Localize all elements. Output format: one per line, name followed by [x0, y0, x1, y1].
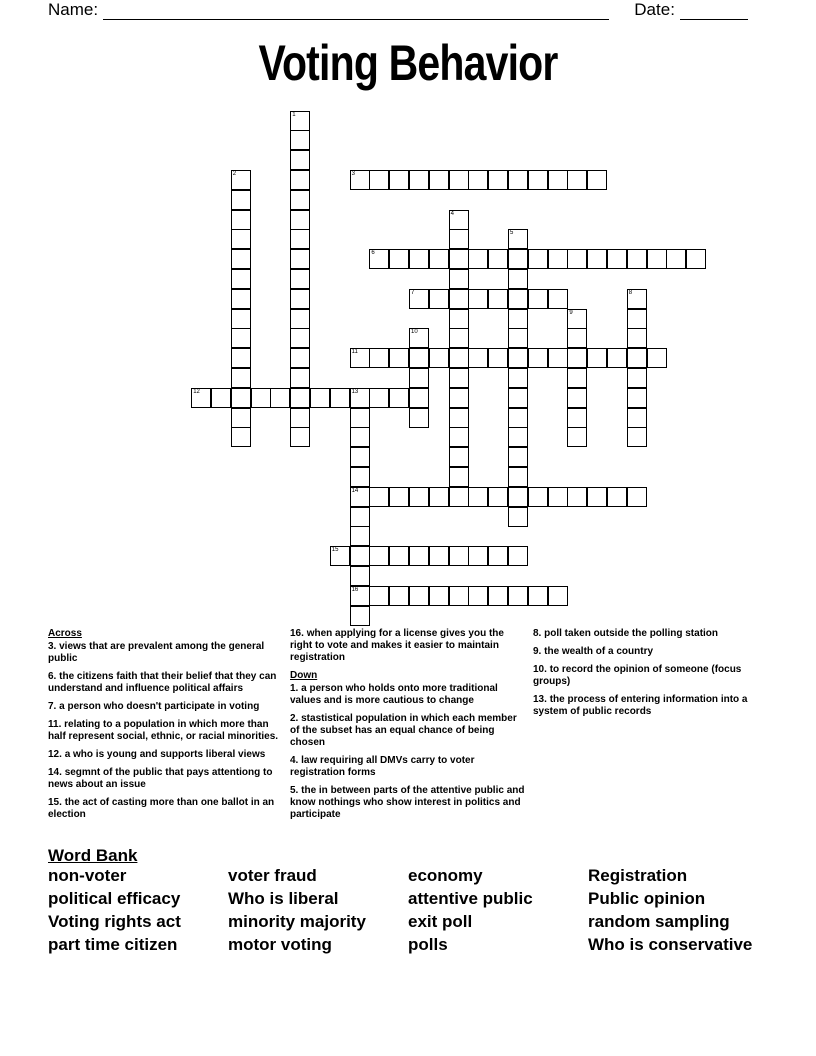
grid-cell[interactable] [290, 269, 310, 289]
word-bank-item: Registration [588, 866, 688, 885]
clue-text: to record the opinion of someone (focus groups) [533, 664, 742, 687]
grid-cell[interactable] [508, 467, 528, 487]
clue-number: 13 [351, 388, 359, 395]
clue-number: 12 [193, 388, 200, 395]
clue-number: 5. [290, 785, 302, 796]
clue-number: 4 [450, 210, 454, 217]
grid-cell[interactable] [488, 170, 508, 190]
clue-number: 11. [48, 719, 65, 730]
clue-number: 15. [48, 797, 65, 808]
grid-cell[interactable] [468, 289, 488, 309]
word-bank-item: part time citizen [48, 935, 178, 954]
clue-item [290, 785, 526, 821]
clue-item [533, 664, 769, 688]
grid-cell[interactable] [627, 368, 647, 388]
grid-cell[interactable] [290, 249, 310, 269]
grid-cell[interactable] [627, 408, 647, 428]
word-bank-item: minority majority [228, 912, 366, 931]
grid-cell[interactable] [449, 408, 469, 428]
clue-text: the act of casting more than one ballot in an election [48, 797, 275, 820]
grid-cell[interactable] [528, 170, 548, 190]
grid-cell[interactable] [607, 249, 627, 269]
grid-cell[interactable] [567, 309, 587, 329]
clue-number: 16. [290, 628, 307, 639]
grid-cell[interactable] [627, 388, 647, 408]
grid-cell[interactable] [290, 289, 310, 309]
word-bank-item: economy [408, 866, 483, 885]
grid-cell[interactable] [627, 328, 647, 348]
clue-item [48, 701, 280, 713]
grid-cell[interactable] [231, 348, 251, 368]
grid-cell[interactable] [548, 586, 568, 606]
grid-cell[interactable] [508, 269, 528, 289]
grid-cell[interactable] [350, 427, 370, 447]
clue-number: 3 [351, 171, 355, 177]
grid-cell[interactable] [508, 348, 528, 368]
grid-cell[interactable] [369, 586, 389, 606]
clue-number: 2. [290, 713, 302, 724]
grid-cell[interactable] [191, 388, 211, 408]
grid-cell[interactable] [369, 348, 389, 368]
grid-cell[interactable] [567, 249, 587, 269]
word-bank-item: non-voter [48, 866, 127, 885]
grid-cell[interactable] [409, 368, 429, 388]
grid-cell[interactable] [369, 249, 389, 269]
grid-cell[interactable] [290, 309, 310, 329]
grid-cell[interactable] [567, 348, 587, 368]
grid-cell[interactable] [528, 348, 548, 368]
grid-cell[interactable] [350, 467, 370, 487]
grid-cell[interactable] [270, 388, 290, 408]
grid-cell[interactable] [290, 111, 310, 131]
grid-cell[interactable] [330, 546, 350, 566]
grid-cell[interactable] [449, 210, 469, 230]
clue-text: the citizens faith that their belief that they can understand and influence political affairs [48, 671, 277, 694]
grid-cell[interactable] [567, 170, 587, 190]
clue-number: 12. [48, 749, 65, 760]
grid-cell[interactable] [686, 249, 706, 269]
down-heading: Down [290, 670, 318, 681]
word-bank-item: voter fraud [228, 866, 317, 885]
grid-cell[interactable] [231, 249, 251, 269]
clue-number: 15 [331, 547, 339, 554]
grid-cell[interactable] [429, 348, 449, 368]
grid-cell[interactable] [350, 348, 370, 368]
clue-text: relating to a population in which more than half represent social, ethnic, or racial minorities. [48, 719, 279, 742]
grid-cell[interactable] [389, 170, 409, 190]
grid-cell[interactable] [389, 348, 409, 368]
grid-cell[interactable] [488, 289, 508, 309]
grid-cell[interactable] [666, 249, 686, 269]
grid-cell[interactable] [231, 388, 251, 408]
grid-cell[interactable] [449, 447, 469, 467]
grid-cell[interactable] [627, 309, 647, 329]
grid-cell[interactable] [290, 150, 310, 170]
grid-cell[interactable] [350, 447, 370, 467]
grid-cell[interactable] [508, 487, 528, 507]
grid-cell[interactable] [350, 546, 370, 566]
word-bank-item: polls [408, 935, 448, 954]
grid-cell[interactable] [409, 487, 429, 507]
clue-item [290, 713, 526, 749]
grid-cell[interactable] [231, 210, 251, 230]
grid-cell[interactable] [350, 388, 370, 408]
grid-cell[interactable] [548, 487, 568, 507]
clue-item [533, 694, 769, 718]
clue-text: the wealth of a country [544, 646, 654, 657]
clue-number: 7 [411, 289, 415, 296]
clues-column-1 [48, 628, 280, 827]
grid-cell[interactable] [449, 328, 469, 348]
grid-cell[interactable] [290, 368, 310, 388]
clue-number: 6 [371, 250, 375, 257]
grid-cell[interactable] [350, 606, 370, 626]
grid-cell[interactable] [587, 170, 607, 190]
grid-cell[interactable] [251, 388, 271, 408]
grid-cell[interactable] [409, 388, 429, 408]
grid-cell[interactable] [290, 408, 310, 428]
word-bank-item: random sampling [588, 912, 730, 931]
grid-cell[interactable] [350, 507, 370, 527]
clue-item [48, 767, 280, 791]
grid-cell[interactable] [528, 289, 548, 309]
clue-text: poll taken outside the polling station [544, 628, 719, 639]
clue-number: 14. [48, 767, 65, 778]
word-bank-item: Voting rights act [48, 912, 181, 931]
grid-cell[interactable] [449, 269, 469, 289]
grid-cell[interactable] [290, 190, 310, 210]
grid-cell[interactable] [409, 348, 429, 368]
clue-number: 2 [232, 171, 237, 177]
grid-cell[interactable] [389, 487, 409, 507]
grid-cell[interactable] [627, 487, 647, 507]
grid-cell[interactable] [567, 368, 587, 388]
clue-number: 8. [533, 628, 545, 639]
grid-cell[interactable] [488, 586, 508, 606]
clue-number: 10 [411, 329, 418, 336]
grid-cell[interactable] [231, 408, 251, 428]
clue-number: 14 [351, 487, 359, 494]
grid-cell[interactable] [508, 408, 528, 428]
grid-cell[interactable] [508, 507, 528, 527]
grid-cell[interactable] [449, 368, 469, 388]
word-bank-title: Word Bank [48, 846, 138, 865]
clue-item [48, 641, 280, 665]
grid-cell[interactable] [627, 348, 647, 368]
clues-column-2 [290, 628, 526, 827]
grid-cell[interactable] [429, 249, 449, 269]
clues-column-3 [533, 628, 769, 724]
grid-cell[interactable] [409, 170, 429, 190]
grid-cell[interactable] [468, 586, 488, 606]
grid-cell[interactable] [488, 249, 508, 269]
grid-cell[interactable] [290, 348, 310, 368]
page-title: Voting Behavior [258, 35, 558, 91]
grid-cell[interactable] [627, 249, 647, 269]
word-bank-item: attentive public [408, 889, 533, 908]
clue-item [290, 755, 526, 779]
grid-cell[interactable] [449, 170, 469, 190]
grid-cell[interactable] [211, 388, 231, 408]
grid-cell[interactable] [350, 487, 370, 507]
grid-cell[interactable] [607, 487, 627, 507]
grid-cell[interactable] [231, 309, 251, 329]
grid-cell[interactable] [548, 170, 568, 190]
grid-cell[interactable] [567, 408, 587, 428]
grid-cell[interactable] [389, 586, 409, 606]
grid-cell[interactable] [231, 427, 251, 447]
grid-cell[interactable] [488, 487, 508, 507]
grid-cell[interactable] [429, 487, 449, 507]
grid-cell[interactable] [429, 289, 449, 309]
grid-cell[interactable] [369, 487, 389, 507]
grid-cell[interactable] [389, 546, 409, 566]
name-label: Name: [48, 0, 99, 19]
clue-text: a person who holds onto more traditional values and is more cautious to change [290, 683, 498, 706]
grid-cell[interactable] [350, 526, 370, 546]
grid-cell[interactable] [350, 566, 370, 586]
grid-cell[interactable] [449, 348, 469, 368]
clue-item [48, 797, 280, 821]
grid-cell[interactable] [468, 249, 488, 269]
grid-cell[interactable] [409, 328, 429, 348]
grid-cell[interactable] [468, 546, 488, 566]
grid-cell[interactable] [449, 229, 469, 249]
grid-cell[interactable] [290, 229, 310, 249]
grid-cell[interactable] [409, 289, 429, 309]
clue-text: the in between parts of the attentive public and know nothings who show interest in politics and participate [290, 785, 525, 820]
grid-cell[interactable] [330, 388, 350, 408]
grid-cell[interactable] [449, 309, 469, 329]
grid-cell[interactable] [231, 229, 251, 249]
grid-cell[interactable] [508, 427, 528, 447]
clue-text: when applying for a license gives you the right to vote and makes it easier to maintain registration [290, 628, 504, 663]
grid-cell[interactable] [429, 586, 449, 606]
clue-item [48, 671, 280, 695]
grid-cell[interactable] [310, 388, 330, 408]
clue-number: 1 [292, 111, 296, 118]
grid-cell[interactable] [488, 546, 508, 566]
grid-cell[interactable] [548, 289, 568, 309]
grid-cell[interactable] [449, 487, 469, 507]
grid-cell[interactable] [508, 249, 528, 269]
grid-cell[interactable] [290, 210, 310, 230]
grid-cell[interactable] [449, 546, 469, 566]
grid-cell[interactable] [369, 170, 389, 190]
grid-cell[interactable] [409, 586, 429, 606]
word-bank-item: political efficacy [48, 889, 181, 908]
grid-cell[interactable] [369, 388, 389, 408]
grid-cell[interactable] [587, 487, 607, 507]
grid-cell[interactable] [548, 249, 568, 269]
clue-number: 13. [533, 694, 550, 705]
clue-text: stastistical population in which each member of the subset has an equal chance of being chosen [290, 713, 517, 748]
grid-cell[interactable] [587, 249, 607, 269]
grid-cell[interactable] [508, 328, 528, 348]
grid-cell[interactable] [508, 447, 528, 467]
grid-cell[interactable] [528, 487, 548, 507]
word-bank-item: Who is liberal [228, 889, 339, 908]
grid-cell[interactable] [231, 368, 251, 388]
grid-cell[interactable] [429, 170, 449, 190]
clue-number: 6. [48, 671, 60, 682]
clue-text: a who is young and supports liberal views [64, 749, 266, 760]
word-bank-item: Who is conservative [588, 935, 753, 954]
grid-cell[interactable] [231, 328, 251, 348]
word-bank-item: motor voting [228, 935, 332, 954]
clue-item [290, 628, 526, 664]
grid-cell[interactable] [290, 388, 310, 408]
clue-item [533, 628, 769, 640]
grid-cell[interactable] [409, 546, 429, 566]
grid-cell[interactable] [449, 467, 469, 487]
clue-number: 7. [48, 701, 60, 712]
grid-cell[interactable] [508, 388, 528, 408]
clue-number: 8 [628, 289, 633, 296]
grid-cell[interactable] [528, 249, 548, 269]
clue-item [533, 646, 769, 658]
clue-item [48, 719, 280, 743]
grid-cell[interactable] [567, 427, 587, 447]
grid-cell[interactable] [449, 289, 469, 309]
clue-item [290, 683, 526, 707]
grid-cell[interactable] [369, 546, 389, 566]
grid-cell[interactable] [567, 328, 587, 348]
clue-text: views that are prevalent among the general public [48, 641, 265, 664]
grid-cell[interactable] [409, 408, 429, 428]
grid-cell[interactable] [429, 546, 449, 566]
grid-cell[interactable] [548, 348, 568, 368]
grid-cell[interactable] [508, 546, 528, 566]
grid-cell[interactable] [389, 388, 409, 408]
clue-text: the process of entering information into a system of public records [533, 694, 748, 717]
grid-cell[interactable] [567, 388, 587, 408]
grid-cell[interactable] [508, 368, 528, 388]
grid-cell[interactable] [350, 408, 370, 428]
word-bank-item: exit poll [408, 912, 473, 931]
grid-cell[interactable] [528, 586, 548, 606]
grid-cell[interactable] [627, 427, 647, 447]
clue-text: segmnt of the public that pays attentiong to news about an issue [48, 767, 273, 790]
clue-number: 11 [351, 349, 358, 356]
date-label: Date: [634, 0, 675, 19]
grid-cell[interactable] [508, 229, 528, 249]
grid-cell[interactable] [290, 170, 310, 190]
clue-number: 4. [290, 755, 302, 766]
grid-cell[interactable] [350, 170, 370, 190]
clue-number: 16 [351, 586, 359, 593]
grid-cell[interactable] [231, 190, 251, 210]
grid-cell[interactable] [350, 586, 370, 606]
grid-cell[interactable] [508, 289, 528, 309]
clue-item [48, 749, 280, 761]
grid-cell[interactable] [468, 487, 488, 507]
grid-cell[interactable] [468, 170, 488, 190]
clue-number: 1. [290, 683, 302, 694]
clue-number: 3. [48, 641, 60, 652]
grid-cell[interactable] [449, 388, 469, 408]
grid-cell[interactable] [567, 487, 587, 507]
grid-cell[interactable] [647, 348, 667, 368]
clue-number: 9 [569, 309, 573, 316]
grid-cell[interactable] [449, 427, 469, 447]
grid-cell[interactable] [508, 586, 528, 606]
grid-cell[interactable] [449, 586, 469, 606]
grid-cell[interactable] [231, 269, 251, 289]
clue-text: law requiring all DMVs carry to voter registration forms [290, 755, 475, 778]
grid-cell[interactable] [587, 348, 607, 368]
word-bank-item: Public opinion [588, 889, 706, 908]
grid-cell[interactable] [488, 348, 508, 368]
clue-text: a person who doesn't participate in voting [59, 701, 260, 712]
grid-cell[interactable] [508, 309, 528, 329]
clue-number: 10. [533, 664, 550, 675]
grid-cell[interactable] [290, 328, 310, 348]
grid-cell[interactable] [231, 289, 251, 309]
grid-cell[interactable] [607, 348, 627, 368]
grid-cell[interactable] [389, 249, 409, 269]
grid-cell[interactable] [290, 130, 310, 150]
grid-cell[interactable] [508, 170, 528, 190]
grid-cell[interactable] [409, 249, 429, 269]
across-heading: Across [48, 628, 82, 639]
grid-cell[interactable] [290, 427, 310, 447]
clue-number: 5 [510, 230, 514, 237]
grid-cell[interactable] [449, 249, 469, 269]
grid-cell[interactable] [468, 348, 488, 368]
grid-cell[interactable] [647, 249, 667, 269]
clue-number: 9. [533, 646, 545, 657]
grid-cell[interactable] [627, 289, 647, 309]
grid-cell[interactable] [231, 170, 251, 190]
